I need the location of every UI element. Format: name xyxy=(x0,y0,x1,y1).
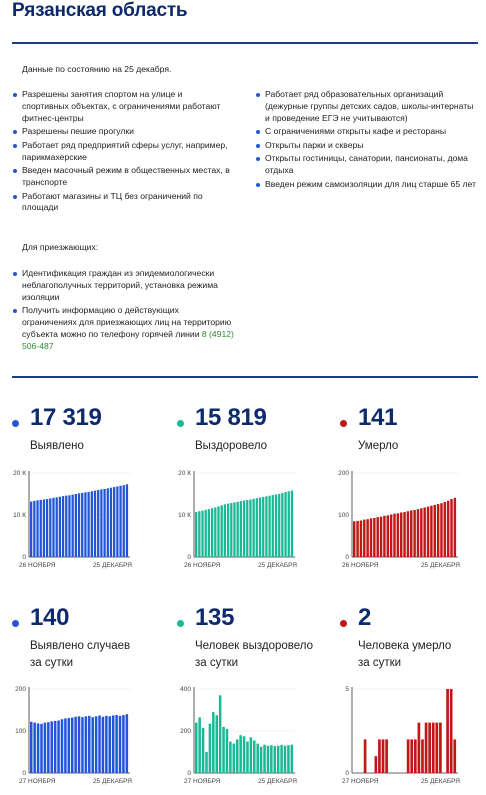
chart-bar xyxy=(208,509,210,557)
chart-bar xyxy=(59,497,61,557)
chart-bar xyxy=(44,723,47,773)
deaths-total-chart xyxy=(340,400,485,590)
chart-bar xyxy=(237,502,239,557)
y-tick-label: 20 К xyxy=(178,470,191,477)
chart-bar xyxy=(380,517,382,557)
chart-bar xyxy=(284,746,287,773)
detected-daily-chart xyxy=(12,600,167,790)
chart-bar xyxy=(49,498,51,557)
y-tick-label: 200 xyxy=(338,470,349,477)
chart-bar xyxy=(94,491,96,557)
chart-bar xyxy=(383,516,385,557)
chart-bar xyxy=(233,744,236,773)
list-item: Работает ряд предприятий сферы услуг, например, парикмахерские xyxy=(12,140,230,164)
chart-bar xyxy=(52,498,54,557)
recovered-total-chart xyxy=(177,400,332,590)
list-item xyxy=(12,305,234,352)
chart-bar xyxy=(33,723,36,773)
chart-bar xyxy=(421,739,424,773)
chart-bar xyxy=(68,718,71,773)
chart-bar xyxy=(378,739,381,773)
chart-bar xyxy=(222,727,225,773)
chart-bar xyxy=(98,715,101,773)
chart-bar xyxy=(43,499,45,557)
chart-bar xyxy=(260,747,263,773)
chart-bar xyxy=(256,498,258,557)
stat-detected-daily xyxy=(12,600,167,795)
y-tick-label: 10 К xyxy=(178,512,191,519)
list-item: Введен режим самоизоляции для лиц старше 65 лет xyxy=(255,179,477,191)
y-tick-label: 0 xyxy=(345,554,349,561)
chart-bar xyxy=(229,742,232,774)
stat-recovered-daily xyxy=(177,600,332,795)
stat-label-line-1: Выявлено случаев xyxy=(30,640,131,652)
divider-top xyxy=(12,42,478,44)
x-end-label: 25 ДЕКАБРЯ xyxy=(92,778,132,785)
x-start-label: 26 НОЯБРЯ xyxy=(19,562,56,569)
chart-bar xyxy=(272,495,274,557)
list-item: Разрешены занятия спортом на улице и спортивных объектах, с ограничениями работают фитнес-центры xyxy=(12,89,230,124)
stat-value: 135 xyxy=(195,604,235,631)
chart-bar xyxy=(54,721,57,773)
chart-bar xyxy=(287,745,290,773)
stat-label-line-1: Человека умерло xyxy=(358,640,452,652)
chart-bar xyxy=(100,489,102,557)
chart-bar xyxy=(390,515,392,557)
chart-bar xyxy=(444,502,446,557)
chart-bar xyxy=(81,493,83,557)
chart-bar xyxy=(252,499,254,557)
chart-bar xyxy=(393,514,395,557)
y-tick-label: 10 К xyxy=(13,512,26,519)
chart-bar xyxy=(256,744,259,773)
stat-detected-total xyxy=(12,400,167,595)
chart-bar xyxy=(46,499,48,557)
chart-bar xyxy=(239,735,242,773)
chart-bar xyxy=(439,723,442,773)
chart-bar xyxy=(226,729,229,773)
chart-bar xyxy=(91,717,94,773)
y-tick-label: 0 xyxy=(345,770,349,777)
chart-bar xyxy=(217,506,219,557)
chart-bar xyxy=(30,502,32,557)
stat-deaths-daily xyxy=(340,600,486,795)
y-tick-label: 200 xyxy=(15,686,26,693)
y-tick-label: 0 xyxy=(22,554,26,561)
chart-bar xyxy=(366,519,368,557)
chart-bar xyxy=(440,503,442,557)
chart-bar xyxy=(284,492,286,557)
detected-total-chart xyxy=(12,400,167,590)
chart-bar xyxy=(382,739,385,773)
chart-bar xyxy=(97,490,99,557)
chart-bar xyxy=(454,498,456,557)
chart-bar xyxy=(205,752,208,773)
y-tick-label: 100 xyxy=(15,728,26,735)
list-item: Работает ряд образовательных организаций (дежурные группы детских садов, школы-интернаты и проведение ЕГЭ не учитываются) xyxy=(255,89,477,124)
chart-bar xyxy=(109,716,112,773)
chart-bar xyxy=(212,712,215,773)
rules-list-left xyxy=(12,89,230,216)
chart-bar xyxy=(214,507,216,557)
chart-bar xyxy=(85,716,88,773)
chart-bar xyxy=(370,518,372,557)
chart-bar xyxy=(56,497,58,557)
chart-bar xyxy=(81,717,84,773)
chart-bar xyxy=(95,716,98,773)
chart-bar xyxy=(107,488,109,557)
chart-bar xyxy=(113,487,115,557)
chart-bar xyxy=(201,511,203,557)
chart-bar xyxy=(112,715,115,773)
chart-bar xyxy=(37,723,40,773)
stat-label-line-2: за сутки xyxy=(30,657,74,669)
chart-bar xyxy=(246,742,249,774)
x-end-label: 25 ДЕКАБРЯ xyxy=(92,562,132,569)
chart-bar xyxy=(275,494,277,557)
arrivals-list xyxy=(12,268,234,354)
list-item: Введен масочный режим в общественных местах, в транспорте xyxy=(12,165,230,189)
chart-bar xyxy=(413,510,415,557)
chart-bar xyxy=(427,507,429,557)
chart-bar xyxy=(198,511,200,557)
chart-bar xyxy=(430,506,432,557)
chart-bar xyxy=(278,494,280,557)
chart-bar xyxy=(230,503,232,557)
chart-bar xyxy=(105,716,108,773)
chart-bar xyxy=(233,502,235,557)
chart-bar xyxy=(78,716,81,773)
chart-bar xyxy=(432,723,435,773)
chart-bar xyxy=(243,501,245,557)
chart-bar xyxy=(198,717,201,773)
chart-bar xyxy=(375,756,378,773)
chart-bar xyxy=(221,505,223,557)
chart-bar xyxy=(423,507,425,557)
chart-bar xyxy=(268,496,270,557)
chart-bar xyxy=(446,689,449,773)
chart-bar xyxy=(373,518,375,557)
stat-label-line-1: Выявлено xyxy=(30,440,84,452)
chart-bar xyxy=(420,508,422,557)
chart-bar xyxy=(84,492,86,557)
x-end-label: 25 ДЕКАБРЯ xyxy=(257,562,297,569)
stat-deaths-total xyxy=(340,400,486,595)
chart-bar xyxy=(280,745,283,773)
chart-bar xyxy=(400,512,402,557)
chart-bar xyxy=(265,496,267,557)
chart-bar xyxy=(270,745,273,773)
y-tick-label: 5 xyxy=(345,686,349,693)
x-start-label: 26 НОЯБРЯ xyxy=(342,562,379,569)
chart-bar xyxy=(50,721,53,773)
stat-value: 15 819 xyxy=(195,404,267,431)
chart-bar xyxy=(267,746,270,773)
stat-label-line-1: Человек выздоровело xyxy=(195,640,314,652)
chart-bar xyxy=(224,504,226,557)
chart-bar xyxy=(102,717,105,773)
chart-bar xyxy=(68,495,70,557)
chart-bar xyxy=(407,511,409,557)
chart-bar xyxy=(410,510,412,557)
chart-bar xyxy=(227,504,229,557)
arrivals-heading: Для приезжающих: xyxy=(22,242,99,252)
chart-bar xyxy=(376,517,378,557)
chart-bar xyxy=(126,484,128,557)
chart-bar xyxy=(410,739,413,773)
chart-bar xyxy=(110,488,112,557)
rules-list-right xyxy=(255,89,477,192)
chart-bar xyxy=(119,716,122,773)
chart-bar xyxy=(437,504,439,557)
chart-bar xyxy=(61,719,64,773)
x-start-label: 27 НОЯБРЯ xyxy=(184,778,221,785)
stat-value: 141 xyxy=(358,404,398,431)
chart-bar xyxy=(435,723,438,773)
chart-bar xyxy=(397,513,399,557)
chart-bar xyxy=(277,746,280,773)
list-item: Открыты гостиницы, санатории, пансионаты, дома отдыха xyxy=(255,153,477,177)
chart-bar xyxy=(205,510,207,557)
y-tick-label: 0 xyxy=(187,554,191,561)
chart-bar xyxy=(71,718,74,773)
y-tick-label: 400 xyxy=(180,686,191,693)
chart-bar xyxy=(274,746,277,773)
chart-bar xyxy=(453,739,456,773)
chart-bar xyxy=(72,495,74,557)
list-item: Идентификация граждан из эпидемиологически неблагополучных территорий, установка режима изоляции xyxy=(12,268,234,303)
chart-bar xyxy=(78,493,80,557)
chart-bar xyxy=(30,722,33,773)
chart-bar xyxy=(414,739,417,773)
chart-bar xyxy=(75,494,77,557)
chart-bar xyxy=(116,486,118,557)
chart-bar xyxy=(407,739,410,773)
chart-bar xyxy=(243,736,246,773)
y-tick-label: 0 xyxy=(187,770,191,777)
chart-bar xyxy=(364,739,367,773)
x-end-label: 25 ДЕКАБРЯ xyxy=(257,778,297,785)
chart-bar xyxy=(202,728,205,773)
stat-label-line-2: за сутки xyxy=(358,657,402,669)
list-item: Работают магазины и ТЦ без ограничений по площади xyxy=(12,191,230,215)
chart-bar xyxy=(353,521,355,557)
chart-bar xyxy=(103,489,105,557)
chart-bar xyxy=(385,739,388,773)
chart-bar xyxy=(434,505,436,557)
x-start-label: 27 НОЯБРЯ xyxy=(342,778,379,785)
chart-bar xyxy=(64,718,67,773)
chart-bar xyxy=(259,498,261,557)
chart-bar xyxy=(195,512,197,557)
stat-label-line-1: Умерло xyxy=(358,440,399,452)
chart-bar xyxy=(450,499,452,557)
divider-middle xyxy=(12,376,478,378)
chart-bar xyxy=(33,501,35,557)
chart-bar xyxy=(418,723,421,773)
chart-bar xyxy=(387,515,389,557)
stat-value: 2 xyxy=(358,604,372,631)
x-start-label: 27 НОЯБРЯ xyxy=(19,778,56,785)
chart-bar xyxy=(403,512,405,557)
chart-bar xyxy=(356,521,358,557)
y-tick-label: 100 xyxy=(338,512,349,519)
chart-bar xyxy=(250,737,253,773)
chart-bar xyxy=(91,491,93,557)
x-end-label: 25 ДЕКАБРЯ xyxy=(420,562,460,569)
chart-bar xyxy=(74,717,77,773)
stat-label-line-2: за сутки xyxy=(195,657,239,669)
chart-bar xyxy=(288,491,290,557)
chart-bar xyxy=(450,689,453,773)
chart-bar xyxy=(291,491,293,557)
chart-bar xyxy=(62,496,64,557)
chart-bar xyxy=(88,716,91,773)
chart-bar xyxy=(36,500,38,557)
chart-bar xyxy=(123,485,125,557)
chart-bar xyxy=(425,723,428,773)
chart-bar xyxy=(291,745,294,773)
chart-bar xyxy=(211,508,213,557)
chart-bar xyxy=(209,724,212,773)
chart-bar xyxy=(65,496,67,557)
chart-bar xyxy=(253,740,256,773)
page-title: Рязанская область xyxy=(12,0,188,21)
chart-bar xyxy=(122,715,125,773)
stat-value: 140 xyxy=(30,604,70,631)
chart-bar xyxy=(57,721,60,774)
chart-bar xyxy=(126,714,129,773)
chart-bar xyxy=(195,723,198,773)
chart-bar xyxy=(360,520,362,557)
chart-bar xyxy=(263,745,266,773)
chart-bar xyxy=(447,501,449,557)
x-end-label: 25 ДЕКАБРЯ xyxy=(420,778,460,785)
chart-bar xyxy=(417,509,419,557)
hotline-text: Получить информацию о действующих ограничениях для приезжающих лиц на территорию субъекта можно по телефону горячей линии xyxy=(22,305,232,339)
chart-bar xyxy=(363,520,365,557)
stat-label-line-1: Выздоровело xyxy=(195,440,268,452)
hotline-phone-link[interactable]: 8 (4912) 506-487 xyxy=(22,328,234,351)
chart-bar xyxy=(215,715,218,773)
chart-bar xyxy=(281,493,283,557)
chart-bar xyxy=(40,724,43,773)
chart-bar xyxy=(40,500,42,557)
chart-bar xyxy=(115,715,118,773)
chart-bar xyxy=(249,499,251,557)
chart-bar xyxy=(119,486,121,557)
chart-bar xyxy=(236,739,239,773)
x-start-label: 26 НОЯБРЯ xyxy=(184,562,221,569)
chart-bar xyxy=(262,497,264,557)
y-tick-label: 20 К xyxy=(13,470,26,477)
y-tick-label: 0 xyxy=(22,770,26,777)
stat-value: 17 319 xyxy=(30,404,102,431)
list-item: С ограничениями открыты кафе и рестораны xyxy=(255,126,477,138)
chart-bar xyxy=(428,723,431,773)
chart-bar xyxy=(219,695,222,773)
deaths-daily-chart xyxy=(340,600,485,790)
chart-bar xyxy=(47,722,50,773)
stat-recovered-total xyxy=(177,400,332,595)
list-item: Разрешены пешие прогулки xyxy=(12,126,230,138)
chart-bar xyxy=(246,500,248,557)
list-item: Открыты парки и скверы xyxy=(255,140,477,152)
date-note: Данные по состоянию на 25 декабря. xyxy=(22,64,172,74)
y-tick-label: 200 xyxy=(180,728,191,735)
recovered-daily-chart xyxy=(177,600,332,790)
chart-bar xyxy=(240,501,242,557)
chart-bar xyxy=(87,492,89,557)
